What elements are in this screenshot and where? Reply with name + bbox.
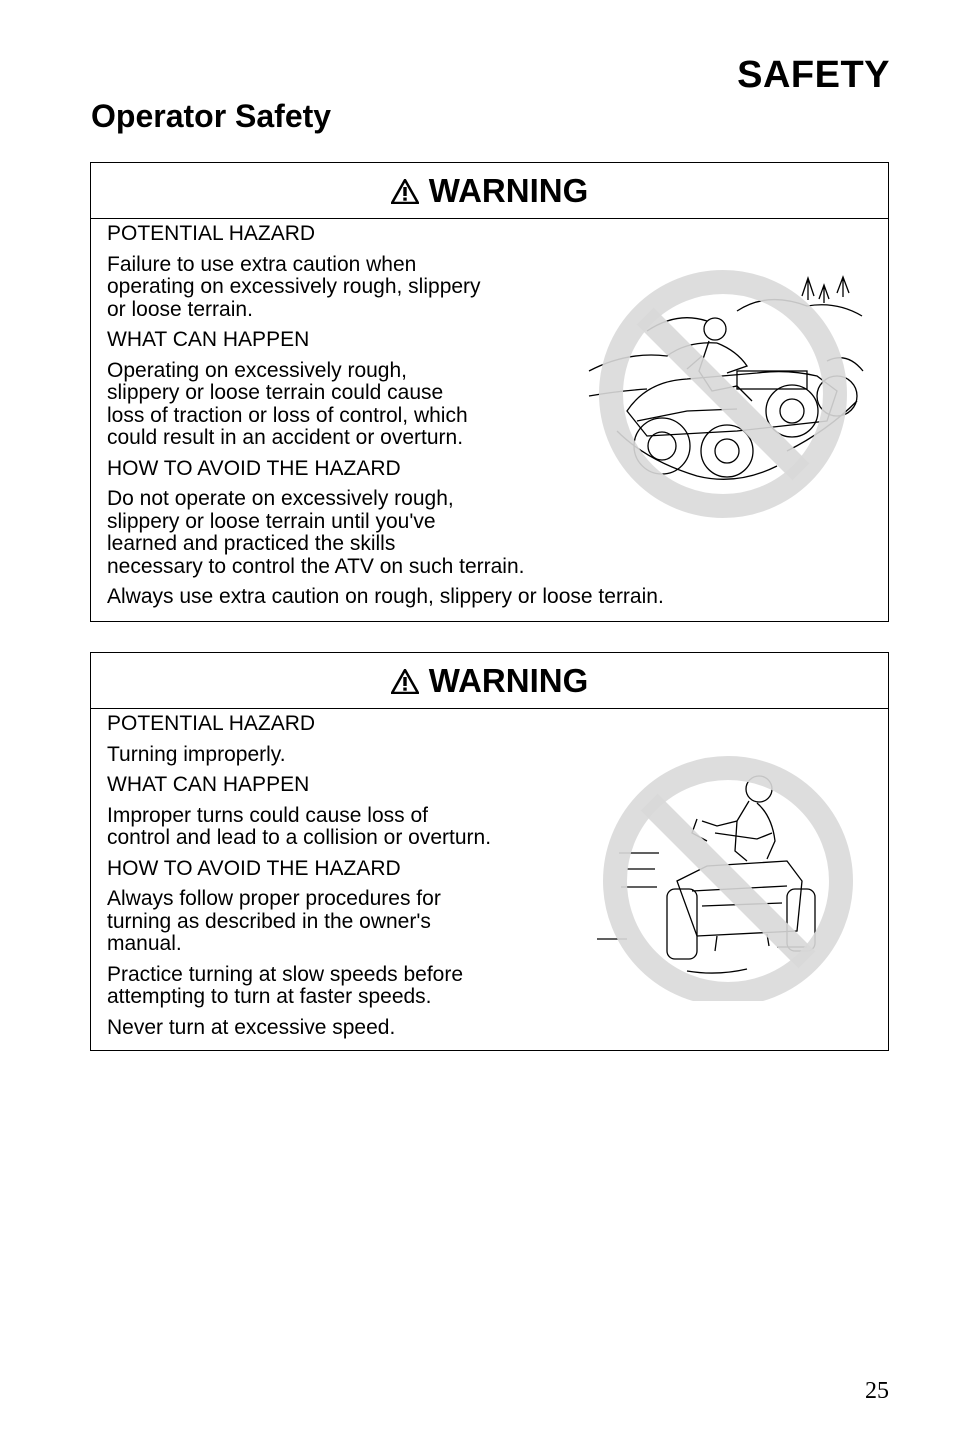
hazard-description: Failure to use extra caution when operating on excessively rough, slippery or loose terrain. <box>107 252 481 321</box>
warning-header <box>91 653 888 709</box>
warning-triangle-icon <box>391 669 419 694</box>
hazard-heading: POTENTIAL HAZARD <box>107 712 316 735</box>
avoidance-note: Always use extra caution on rough, slippery or loose terrain. <box>107 585 664 608</box>
consequence-heading: WHAT CAN HAPPEN <box>107 328 310 351</box>
consequence-description: Operating on excessively rough, slippery or loose terrain could cause loss of traction or loss of control, which could result in an accident or overturn. <box>107 358 468 449</box>
warning-label: WARNING <box>428 661 589 699</box>
avoidance-description: Do not operate on excessively rough, slippery or loose terrain until you've learned and practiced the skills necessary to control the ATV on such terrain. <box>107 487 525 578</box>
avoidance-description: Always follow proper procedures for turning as described in the owner's manual. <box>107 887 441 955</box>
consequence-description: Improper turns could cause loss of control and lead to a collision or overturn. <box>107 803 492 849</box>
warning-box-turning <box>90 652 889 1051</box>
no-improper-turning-atv-illustration <box>597 741 857 1001</box>
warning-header <box>91 163 888 219</box>
warning-box-rough-terrain <box>90 162 889 622</box>
warning-label: WARNING <box>428 171 589 209</box>
hazard-description: Turning improperly. <box>107 742 286 766</box>
page-heading: Operator Safety <box>91 98 332 134</box>
warning-triangle-icon <box>391 179 419 204</box>
no-rough-terrain-atv-illustration <box>587 261 869 521</box>
warning-body <box>91 219 888 609</box>
avoidance-note: Never turn at excessive speed. <box>107 1015 396 1039</box>
section-title: SAFETY <box>737 54 890 96</box>
page-number: 25 <box>865 1378 889 1404</box>
avoidance-practice: Practice turning at slow speeds before attempting to turn at faster speeds. <box>107 962 464 1008</box>
hazard-heading: POTENTIAL HAZARD <box>107 222 316 245</box>
warning-body <box>91 709 888 1039</box>
consequence-heading: WHAT CAN HAPPEN <box>107 773 310 796</box>
avoidance-heading: HOW TO AVOID THE HAZARD <box>107 456 401 480</box>
avoidance-heading: HOW TO AVOID THE HAZARD <box>107 856 401 880</box>
